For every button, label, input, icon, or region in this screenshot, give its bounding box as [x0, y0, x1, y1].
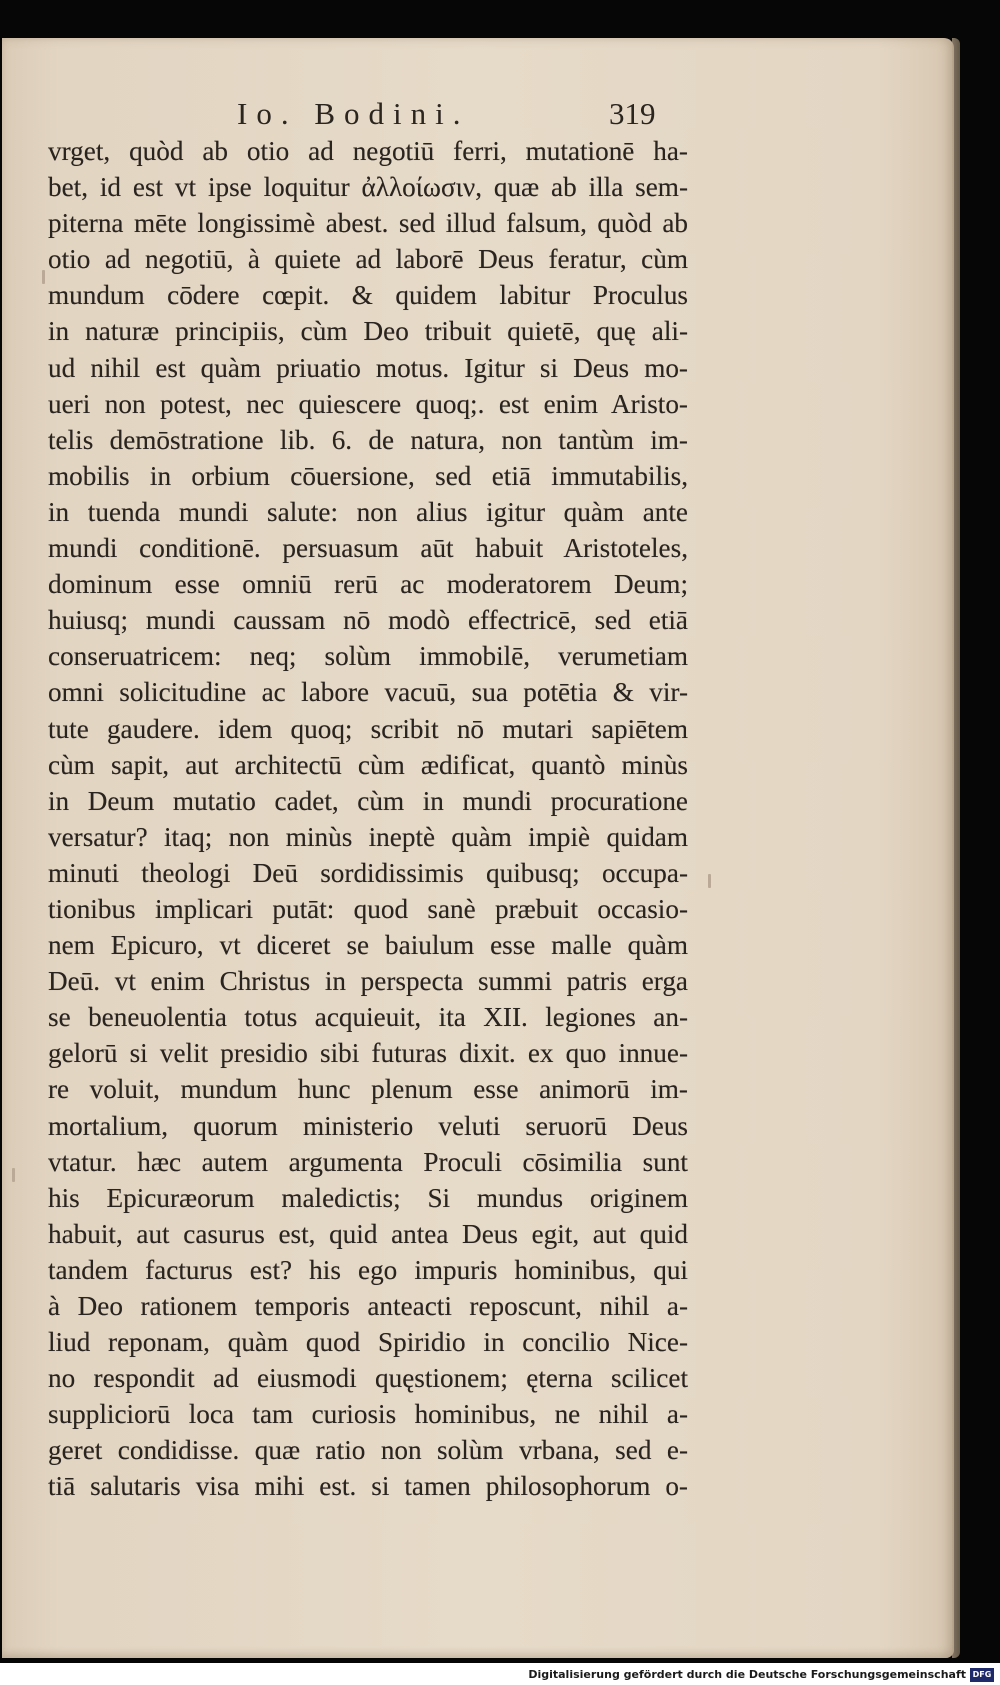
text-line: minuti theologi Deū sordidissimis quibusq; occupa-: [48, 857, 688, 888]
page-number: 319: [609, 96, 656, 131]
running-head: Io. Bodini.: [237, 96, 470, 131]
text-line: in Deum mutatio cadet, cùm in mundi procuratione: [48, 785, 688, 816]
text-line: piterna mēte longissimè abest. sed illud falsum, quòd ab: [48, 208, 688, 239]
text-line: Deū. vt enim Christus in perspecta summi patris erga: [48, 966, 688, 997]
text-line: ueri non potest, nec quiescere quoq;. est enim Aristo-: [48, 388, 688, 419]
text-line: his Epicuræorum maledictis; Si mundus originem: [48, 1182, 688, 1213]
text-line: bet, id est vt ipse loquitur ἀλλοίωσιν, quæ ab illa sem-: [48, 172, 688, 203]
text-line: à Deo rationem temporis anteacti reposcunt, nihil a-: [48, 1291, 688, 1321]
text-line: mortalium, quorum ministerio veluti seruorū Deus: [48, 1110, 688, 1141]
book-page: [2, 38, 954, 1658]
text-line: in naturæ principiis, cùm Deo tribuit quietē, quę ali-: [48, 316, 688, 347]
text-line: cùm sapit, aut architectū cùm ædificat, quantò minùs: [48, 749, 688, 780]
text-line: omni solicitudine ac labore vacuū, sua potētia & vir-: [48, 677, 688, 708]
text-line: tute gaudere. idem quoq; scribit nō mutari sapiētem: [48, 713, 688, 744]
text-line: liud reponam, quàm quod Spiridio in concilio Nice-: [48, 1327, 688, 1358]
text-line: habuit, aut casurus est, quid antea Deus egit, aut quid: [48, 1218, 688, 1249]
body-text: [48, 133, 688, 1505]
margin-mark: [708, 874, 711, 888]
text-line: vrget, quòd ab otio ad negotiū ferri, mutationē ha-: [48, 136, 688, 166]
text-line: gelorū si velit presidio sibi futuras dixit. ex quo innue-: [48, 1038, 688, 1069]
text-line: tiā salutaris visa mihi est. si tamen philosophorum o-: [48, 1471, 688, 1502]
text-line: dominum esse omniū rerū ac moderatorem Deum;: [48, 569, 688, 600]
text-line: se beneuolentia totus acquieuit, ita XII. legiones an-: [48, 1002, 688, 1033]
text-line: mobilis in orbium cōuersione, sed etiā immutabilis,: [48, 460, 688, 491]
margin-mark: [42, 270, 45, 284]
text-line: mundi conditionē. persuasum aūt habuit Aristoteles,: [48, 533, 688, 564]
text-line: tandem facturus est? his ego impuris hominibus, qui: [48, 1254, 688, 1285]
dfg-logo: DFG: [970, 1668, 994, 1682]
text-line: telis demōstratione lib. 6. de natura, non tantùm im-: [48, 424, 688, 455]
text-line: otio ad negotiū, à quiete ad laborē Deus feratur, cùm: [48, 244, 688, 275]
text-line: nem Epicuro, vt diceret se baiulum esse malle quàm: [48, 930, 688, 961]
text-line: versatur? itaq; non minùs ineptè quàm impiè quidam: [48, 821, 688, 852]
footer-bar: [0, 1663, 1000, 1685]
text-line: tionibus implicari putāt: quod sanè præbuit occasio-: [48, 893, 688, 924]
text-line: vtatur. hæc autem argumenta Proculi cōsimilia sunt: [48, 1146, 688, 1177]
text-line: conseruatricem: neq; solùm immobilē, verumetiam: [48, 641, 688, 672]
text-line: huiusq; mundi caussam nō modò effectricē, sed etiā: [48, 605, 688, 636]
margin-mark: [12, 1168, 15, 1182]
text-line: geret condidisse. quæ ratio non solùm vrbana, sed e-: [48, 1435, 688, 1466]
text-line: suppliciorū loca tam curiosis hominibus, ne nihil a-: [48, 1399, 688, 1430]
text-line: mundum cōdere cœpit. & quidem labitur Proculus: [48, 280, 688, 311]
funding-credit: Digitalisierung gefördert durch die Deutsche Forschungsgemeinschaft: [528, 1668, 966, 1681]
text-line: re voluit, mundum hunc plenum esse animorū im-: [48, 1074, 688, 1105]
text-line: no respondit ad eiusmodi quęstionem; ęterna scilicet: [48, 1363, 688, 1394]
text-line: ud nihil est quàm priuatio motus. Igitur si Deus mo-: [48, 352, 688, 383]
text-line: in tuenda mundi salute: non alius igitur quàm ante: [48, 496, 688, 527]
page-edge: [952, 38, 960, 1658]
